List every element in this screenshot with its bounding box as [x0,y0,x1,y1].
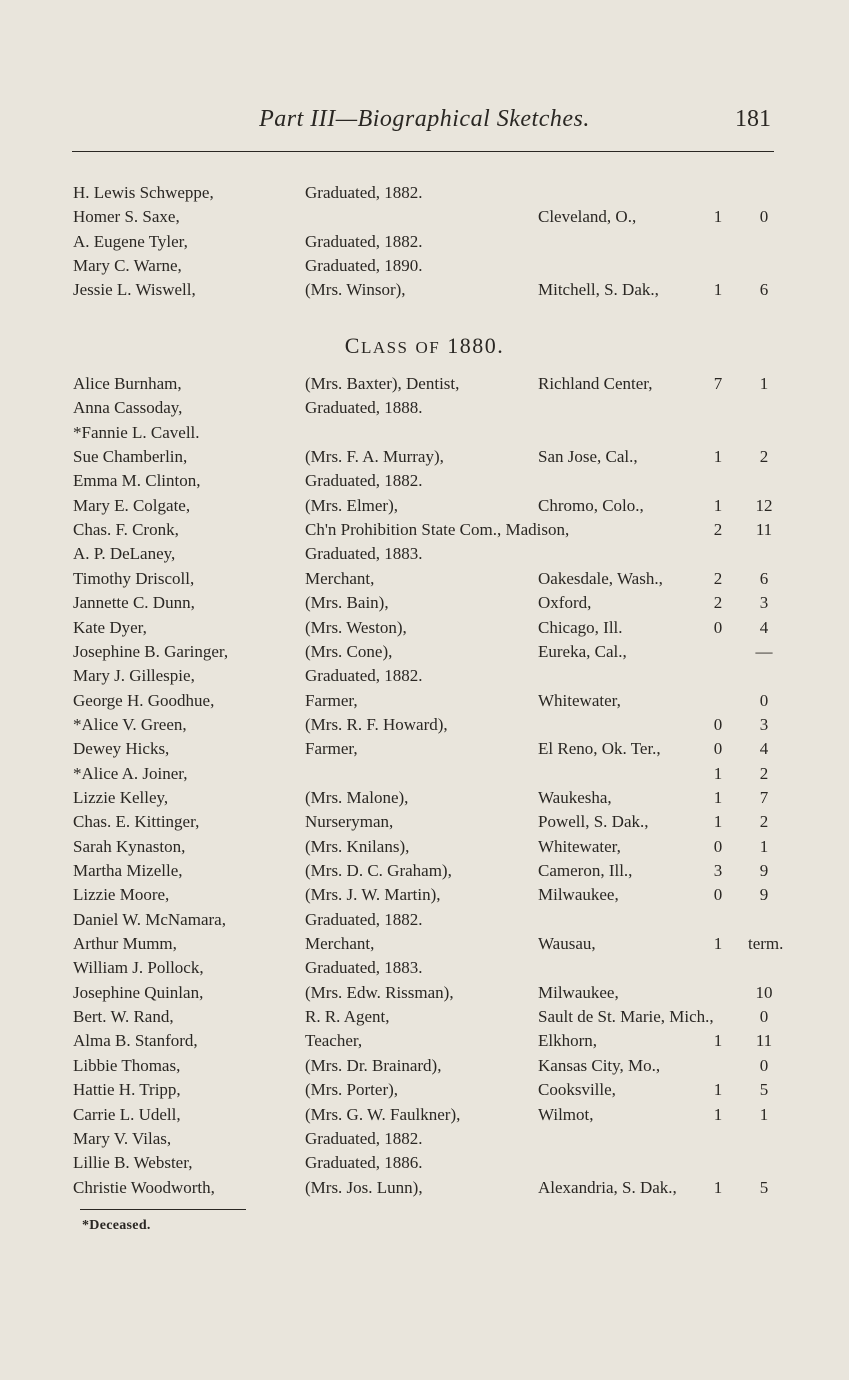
table-row [0,1127,849,1151]
table-row [0,421,849,445]
person-note: Graduated, 1883. [305,958,423,978]
person-place: El Reno, Ok. Ter., [538,739,661,759]
count-2: — [755,641,773,661]
person-name: Hattie H. Tripp, [73,1080,181,1100]
count-1: 2 [713,568,723,588]
person-name: Lizzie Kelley, [73,787,169,807]
person-note: Merchant, [305,568,375,588]
count-2: 10 [755,982,773,1002]
person-note: (Mrs. Dr. Brainard), [305,1055,442,1075]
person-place: Whitewater, [538,836,621,856]
person-note: R. R. Agent, [305,1007,390,1027]
person-name: A. P. DeLaney, [73,544,176,564]
count-1: 7 [713,374,723,393]
table-row [0,737,849,761]
count-2: 1 [759,1104,769,1124]
count-1: 0 [713,836,723,856]
count-1: 2 [713,593,723,613]
person-name: Lizzie Moore, [73,885,170,905]
table-row [0,542,849,566]
table-row [0,1151,849,1175]
table-row [0,1078,849,1102]
table-row [0,372,849,396]
table-row [0,591,849,615]
page-number: 181 [735,106,771,132]
table-row [0,518,849,542]
person-place: Wilmot, [538,1104,594,1124]
person-note: Farmer, [305,739,358,759]
person-place: Whitewater, [538,690,621,710]
person-name: Carrie L. Udell, [73,1104,181,1124]
person-note: Merchant, [305,934,375,954]
count-2: 6 [759,568,769,588]
count-2: 11 [755,520,773,540]
person-name: Daniel W. McNamara, [73,909,226,929]
class-heading [0,333,849,359]
count-1: 1 [713,1031,723,1051]
person-place: Oxford, [538,593,592,613]
count-1: 1 [713,1177,723,1197]
person-place: Sault de St. Marie, Mich., [538,1007,714,1027]
table-row [0,713,849,737]
table-row [0,786,849,810]
count-2: 9 [759,861,769,880]
person-name: Jannette C. Dunn, [73,593,195,613]
table-row [0,859,849,883]
person-note: (Mrs. Porter), [305,1080,399,1100]
person-name: Emma M. Clinton, [73,471,201,491]
table-row [0,956,849,980]
person-note: (Mrs. Bain), [305,593,389,613]
person-place: San Jose, Cal., [538,447,638,467]
person-note: (Mrs. Cone), [305,641,393,661]
count-1: 0 [713,739,723,759]
count-2: 0 [759,1007,769,1027]
person-name: Arthur Mumm, [73,934,177,954]
table-row [0,1054,849,1078]
person-name: Bert. W. Rand, [73,1007,174,1027]
person-note: Graduated, 1883. [305,544,423,564]
table-row [0,181,849,205]
class-heading-first-cap: C [344,333,361,358]
count-1: 3 [713,861,723,880]
person-place: Chromo, Colo., [538,495,644,515]
person-name: Sue Chamberlin, [73,447,188,467]
person-place: Mitchell, S. Dak., [538,280,659,300]
count-1: 1 [713,1080,723,1100]
count-2: 11 [755,1031,773,1051]
person-note: (Mrs. Malone), [305,787,409,807]
person-place: Cameron, Ill., [538,861,633,880]
count-1: 1 [713,812,723,832]
person-name: Kate Dyer, [73,617,147,637]
count-2: 5 [759,1080,769,1100]
count-1: 1 [713,787,723,807]
class-heading-word-rest: OF [415,338,441,357]
table-row [0,445,849,469]
table-row [0,567,849,591]
count-1: 1 [713,763,723,783]
table-row [0,396,849,420]
table-row [0,835,849,859]
table-row [0,230,849,254]
person-name: A. Eugene Tyler, [73,231,188,251]
table-row [0,908,849,932]
person-name: Christie Woodworth, [73,1177,215,1197]
person-place: Waukesha, [538,787,612,807]
table-row [0,1103,849,1127]
person-name: *Alice V. Green, [73,714,187,734]
person-note: (Mrs. J. W. Martin), [305,885,441,905]
count-2: 9 [759,885,769,905]
person-note: Ch'n Prohibition State Com., Madison, [305,520,570,540]
table-row [0,616,849,640]
header-rule [72,151,774,152]
person-place: Cooksville, [538,1080,616,1100]
count-2: 7 [759,787,769,807]
person-note: (Mrs. Elmer), [305,495,399,515]
person-name: Alma B. Stanford, [73,1031,198,1051]
person-name: Jessie L. Wiswell, [73,280,196,300]
person-note: Teacher, [305,1031,363,1051]
table-row [0,810,849,834]
person-note: (Mrs. Edw. Rissman), [305,982,454,1002]
person-place: Elkhorn, [538,1031,598,1051]
person-note: Graduated, 1882. [305,231,423,251]
count-1: 1 [713,447,723,467]
person-note: (Mrs. R. F. Howard), [305,714,448,734]
table-row [0,1176,849,1200]
count-1: 0 [713,617,723,637]
person-name: Mary V. Vilas, [73,1128,172,1148]
person-place: Wausau, [538,934,596,954]
count-2: 0 [759,1055,769,1075]
count-1: 1 [713,495,723,515]
person-name: Chas. E. Kittinger, [73,812,200,832]
person-note: Graduated, 1890. [305,255,423,275]
person-place: Milwaukee, [538,885,619,905]
person-place: Chicago, Ill. [538,617,623,637]
count-2: term. [748,934,784,954]
table-row [0,494,849,518]
person-name: *Alice A. Joiner, [73,763,188,783]
person-name: George H. Goodhue, [73,690,215,710]
person-note: Farmer, [305,690,358,710]
table-row [0,278,849,302]
table-row [0,762,849,786]
person-note: Graduated, 1882. [305,1128,423,1148]
person-note: (Mrs. D. C. Graham), [305,861,452,880]
person-name: *Fannie L. Cavell. [73,422,200,442]
person-note: Graduated, 1882. [305,666,423,686]
person-note: Graduated, 1886. [305,1153,423,1173]
table-row [0,205,849,229]
person-name: Alice Burnham, [73,374,182,393]
person-note: Graduated, 1888. [305,398,423,418]
person-name: Martha Mizelle, [73,861,183,880]
count-2: 1 [759,836,769,856]
person-place: Kansas City, Mo., [538,1055,661,1075]
count-2: 0 [759,207,769,227]
count-2: 4 [759,617,769,637]
table-row [0,1029,849,1053]
person-note: (Mrs. Jos. Lunn), [305,1177,423,1197]
footnote: *Deceased. [82,1218,151,1233]
person-name: Libbie Thomas, [73,1055,181,1075]
running-title: Part III—Biographical Sketches. [259,106,590,132]
count-1: 1 [713,207,723,227]
person-name: Mary E. Colgate, [73,495,191,515]
person-note: Graduated, 1882. [305,909,423,929]
person-note: (Mrs. Knilans), [305,836,410,856]
person-name: Lillie B. Webster, [73,1153,193,1173]
person-name: William J. Pollock, [73,958,204,978]
person-place: Oakesdale, Wash., [538,568,663,588]
person-note: (Mrs. Winsor), [305,280,406,300]
count-1: 0 [713,885,723,905]
person-name: Mary J. Gillespie, [73,666,195,686]
table-row [0,981,849,1005]
count-1: 1 [713,280,723,300]
person-note: Nurseryman, [305,812,394,832]
table-row [0,664,849,688]
count-2: 2 [759,447,769,467]
count-1: 2 [713,520,723,540]
person-name: Homer S. Saxe, [73,207,180,227]
person-note: Graduated, 1882. [305,471,423,491]
person-place: Richland Center, [538,374,653,393]
table-row [0,640,849,664]
table-row [0,469,849,493]
count-2: 1 [759,374,769,393]
person-place: Alexandria, S. Dak., [538,1177,677,1197]
person-name: Josephine Quinlan, [73,982,204,1002]
person-place: Milwaukee, [538,982,619,1002]
person-name: Mary C. Warne, [73,255,182,275]
person-name: Josephine B. Garinger, [73,641,229,661]
count-1: 1 [713,1104,723,1124]
person-note: (Mrs. G. W. Faulkner), [305,1104,461,1124]
person-note: (Mrs. Baxter), Dentist, [305,374,460,393]
table-row [0,932,849,956]
person-name: Sarah Kynaston, [73,836,186,856]
count-2: 2 [759,763,769,783]
count-2: 4 [759,739,769,759]
person-name: Anna Cassoday, [73,398,183,418]
person-place: Powell, S. Dak., [538,812,649,832]
count-2: 12 [755,495,773,515]
person-place: Cleveland, O., [538,207,637,227]
count-2: 3 [759,714,769,734]
footnote-rule [80,1209,246,1210]
class-heading-year: 1880. [447,333,505,358]
person-note: Graduated, 1882. [305,183,423,202]
person-place: Eureka, Cal., [538,641,627,661]
person-name: Timothy Driscoll, [73,568,195,588]
count-1: 0 [713,714,723,734]
table-row [0,254,849,278]
table-row [0,1005,849,1029]
table-row [0,883,849,907]
count-1: 1 [713,934,723,954]
person-note: (Mrs. F. A. Murray), [305,447,444,467]
person-name: Dewey Hicks, [73,739,170,759]
person-note: (Mrs. Weston), [305,617,407,637]
count-2: 5 [759,1177,769,1197]
count-2: 2 [759,812,769,832]
person-name: Chas. F. Cronk, [73,520,179,540]
count-2: 6 [759,280,769,300]
table-row [0,689,849,713]
class-heading-first-rest: LASS [360,338,409,357]
count-2: 0 [759,690,769,710]
person-name: H. Lewis Schweppe, [73,183,214,202]
count-2: 3 [759,593,769,613]
